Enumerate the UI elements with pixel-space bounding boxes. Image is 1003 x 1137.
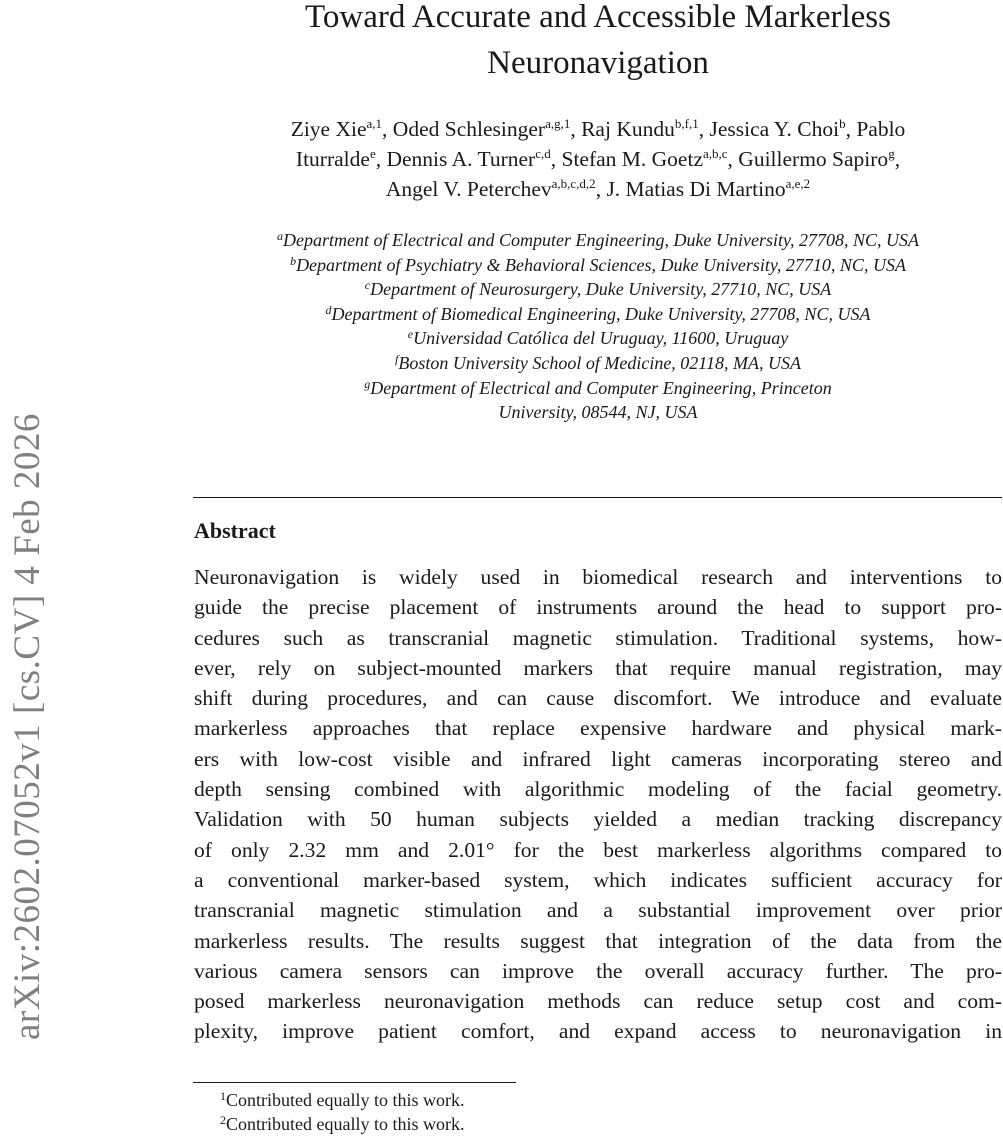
- abstract-line: transcranial magnetic stimulation and a substantial improvement over prior: [194, 898, 1002, 923]
- author-affiliation-marker: b,f,1: [674, 116, 699, 131]
- title-line-1: Toward Accurate and Accessible Markerless: [305, 0, 891, 35]
- author-name: Angel V. Peterchev: [385, 177, 552, 201]
- author-affiliation-marker: a,g,1: [545, 116, 571, 131]
- author-list: [194, 114, 1002, 204]
- abstract-body: [194, 562, 1002, 1047]
- author-affiliation-marker: b: [839, 116, 846, 131]
- author-affiliation-marker: a,e,2: [785, 176, 811, 191]
- abstract-line: cedures such as transcranial magnetic stimulation. Traditional systems, how-: [194, 625, 1002, 650]
- abstract-line: posed markerless neuronavigation methods can reduce setup cost and com-: [194, 989, 1002, 1014]
- abstract-heading: Abstract: [194, 518, 276, 543]
- abstract-line: a conventional marker-based system, which indicates sufficient accuracy for: [194, 867, 1002, 892]
- abstract-line: various camera sensors can improve the overall accuracy further. The pro-: [194, 958, 1002, 983]
- abstract-line: ers with low-cost visible and infrared light cameras incorporating stereo and: [194, 746, 1002, 771]
- paper-title: [194, 0, 1002, 86]
- author-line-1: Ziye Xie$^{a,1}$, Oded Schlesinger$^{a,g,1}$, Raj Kundu$^{b,f,1}$, Jessica Y. Choi$^b$, Pablo: [290, 116, 906, 141]
- author-affiliation-marker: e: [369, 146, 376, 161]
- author-name: Raj Kundu: [581, 117, 675, 141]
- author-affiliation-marker: a,b,c: [703, 146, 728, 161]
- affiliation-g-cont: University, 08544, NJ, USA: [498, 402, 698, 423]
- abstract-line: Validation with 50 human subjects yielded a median tracking discrepancy: [194, 807, 1002, 832]
- footnotes: [220, 1088, 464, 1136]
- abstract-line: shift during procedures, and can cause discomfort. We introduce and evaluate: [194, 686, 1002, 711]
- author-line-2: Iturralde$^e$, Dennis A. Turner$^{c,d}$, Stefan M. Goetz$^{a,b,c}$, Guillermo Sapiro$^g$,: [295, 146, 901, 171]
- title-line-2: Neuronavigation: [487, 45, 709, 81]
- footnote-1: $^1$Contributed equally to this work.: [220, 1089, 465, 1110]
- author-affiliation-marker: g: [888, 146, 895, 161]
- author-name: Oded Schlesinger: [392, 117, 546, 141]
- affiliation-d: $^d$Department of Biomedical Engineering, Duke University, 27708, NC, USA: [325, 302, 871, 324]
- abstract-line: markerless results. The results suggest that integration of the data from the: [194, 928, 1002, 953]
- abstract-line: plexity, improve patient comfort, and expand access to neuronavigation in: [194, 1019, 1002, 1044]
- footnote-divider: [193, 1082, 516, 1083]
- abstract-line: markerless approaches that replace expensive hardware and physical mark-: [194, 716, 1002, 741]
- abstract-line: Neuronavigation is widely used in biomedical research and interventions to: [194, 565, 1002, 589]
- author-name: Guillermo Sapiro: [738, 147, 889, 171]
- abstract-line: ever, rely on subject-mounted markers that require manual registration, may: [194, 655, 1002, 680]
- header-divider: [193, 497, 1002, 498]
- abstract-line: depth sensing combined with algorithmic modeling of the facial geometry.: [194, 777, 1002, 802]
- author-name: Iturralde: [295, 147, 370, 171]
- author-affiliation-marker: c,d: [535, 146, 551, 161]
- affiliation-b: $^b$Department of Psychiatry & Behavioral Sciences, Duke University, 27710, NC, USA: [290, 253, 906, 275]
- arxiv-side-stamp: arXiv:2602.07052v1 [cs.CV] 4 Feb 2026: [7, 413, 48, 1040]
- affiliation-f: $^f$Boston University School of Medicine, 02118, MA, USA: [395, 351, 801, 373]
- author-name: Jessica Y. Choi: [709, 117, 840, 141]
- affiliation-g: $^g$Department of Electrical and Computer Engineering, Princeton: [364, 376, 832, 398]
- author-affiliation-marker: a,b,c,d,2: [551, 176, 596, 191]
- author-name: Stefan M. Goetz: [561, 147, 703, 171]
- abstract-line: of only 2.32 mm and 2.01° for the best markerless algorithms compared to: [194, 837, 1002, 862]
- author-name: J. Matias Di Martino: [606, 177, 786, 201]
- author-name: Dennis A. Turner: [386, 147, 536, 171]
- author-line-3: Angel V. Peterchev$^{a,b,c,d,2}$, J. Matias Di Martino$^{a,e,2}$: [385, 176, 811, 201]
- affiliation-list: [194, 228, 1002, 425]
- footnote-2: $^2$Contributed equally to this work.: [220, 1113, 465, 1134]
- affiliation-a: $^a$Department of Electrical and Computer Engineering, Duke University, 27708, NC, USA: [277, 229, 919, 250]
- affiliation-e: $^e$Universidad Católica del Uruguay, 11600, Uruguay: [407, 327, 789, 349]
- affiliation-c: $^c$Department of Neurosurgery, Duke University, 27710, NC, USA: [364, 278, 832, 300]
- author-name: Pablo: [856, 117, 906, 141]
- abstract-line: guide the precise placement of instruments around the head to support pro-: [194, 595, 1002, 620]
- author-affiliation-marker: a,1: [366, 116, 383, 131]
- author-name: Ziye Xie: [290, 117, 367, 141]
